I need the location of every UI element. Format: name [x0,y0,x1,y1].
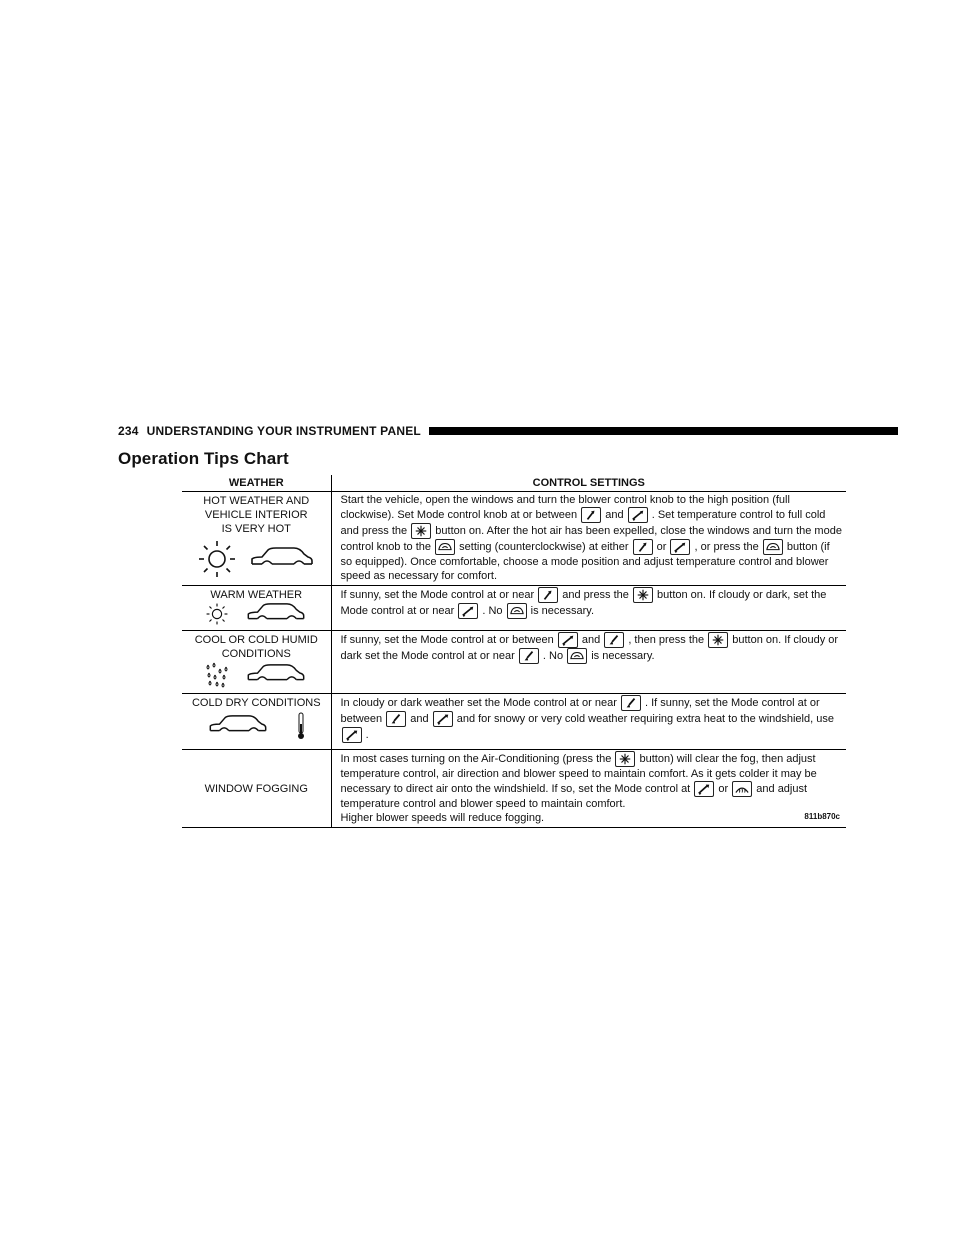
control-cell [331,694,846,750]
panel-mode-icon [538,587,558,603]
control-text: , or press the [694,540,759,553]
control-text: If sunny, set the Mode control at or between [340,633,554,646]
control-text: button on. If cloudy or dark set the Mode control at or near [340,633,839,662]
weather-label-line: VEHICLE INTERIOR [204,509,308,521]
recirculation-icon [507,603,527,619]
defrost-icon [732,781,752,797]
control-text: and [410,712,429,725]
control-cell [331,631,846,694]
table-row [182,694,846,750]
weather-cell [182,694,331,750]
control-text: and [581,633,601,646]
control-cell [331,492,846,586]
mix-mode-icon [342,727,362,743]
floor-mode-icon [604,632,624,648]
weather-label-line: CONDITIONS [221,648,291,660]
weather-label-line: COOL OR COLD HUMID [194,634,318,646]
control-text: button on. If cloudy or dark, set the Mode control at or near [340,588,827,617]
control-text: button on. After the hot air has been expelled, close the windows and turn the mode control knob to the [340,524,842,553]
bi-level-mode-icon [628,507,648,523]
mix-mode-icon [694,781,714,797]
car-icon [244,663,308,691]
control-text: and adjust temperature control and blower speed to maintain comfort. [340,782,808,810]
weather-label-line: COLD DRY CONDITIONS [191,697,321,709]
operation-tips-table [182,475,846,828]
control-cell [331,586,846,631]
sun-icon [204,603,230,629]
recirculation-icon [567,648,587,664]
floor-mode-icon [519,648,539,664]
bi-level-mode-icon [670,539,690,555]
control-text: and [605,508,624,521]
control-text: is necessary. [530,604,595,617]
control-text: or [718,782,729,795]
weather-label-line: WINDOW FOGGING [204,782,308,795]
control-text: . No [482,604,503,617]
car-icon [250,546,314,576]
section-title: UNDERSTANDING YOUR INSTRUMENT PANEL [146,424,421,438]
sun-icon [198,540,236,582]
control-text: Start the vehicle, open the windows and turn the blower control knob to the high position (full clockwise). Set Mode control knob at or between [340,494,790,521]
control-text: and press the [562,588,629,601]
car-icon [244,602,308,630]
table-row [182,631,846,694]
page-number: 234 [118,424,139,438]
table-header-row [182,475,846,492]
control-text: . [365,728,369,741]
control-text: , then press the [628,633,705,646]
weather-label-line: IS VERY HOT [221,523,291,535]
control-text: . If sunny, set the Mode control at or between [340,696,820,725]
control-text: and for snowy or very cold weather requiring extra heat to the windshield, use [456,712,834,725]
ac-snowflake-icon [615,751,635,767]
control-text: or [656,540,667,553]
ac-snowflake-icon [411,523,431,539]
control-text: button (if so equipped). Once comfortable, choose a mode position and adjust temperature control and blower speed as necessary for comfort. [340,540,830,582]
floor-mode-icon [621,695,641,711]
page-header [118,423,898,439]
table-row [182,750,846,828]
bi-level-mode-icon [458,603,478,619]
recirculation-icon [435,539,455,555]
control-text: . Set temperature control to full cold and press the [340,508,826,537]
mix-mode-icon [433,711,453,727]
weather-label-line: WARM WEATHER [210,589,303,601]
figure-code: 811b870c [804,812,840,821]
thermometer-icon [296,712,306,744]
control-text: Higher blower speeds will reduce fogging. [340,812,545,824]
weather-cell [182,750,331,828]
weather-cell [182,492,331,586]
table-row [182,586,846,631]
panel-mode-icon [581,507,601,523]
recirculation-icon [763,539,783,555]
floor-mode-icon [386,711,406,727]
control-text: If sunny, set the Mode control at or near [340,588,535,601]
control-text: button) will clear the fog, then adjust temperature control, air direction and blower speed to maintain comfort. As it gets colder it may be necessary to direct air onto the windshield. If so, set the Mode control at [340,752,817,795]
control-text: setting (counterclockwise) at either [459,540,629,553]
weather-label-line: HOT WEATHER AND [203,495,310,507]
weather-column-header: WEATHER [182,475,331,492]
ac-snowflake-icon [708,632,728,648]
control-text: is necessary. [591,649,655,662]
panel-mode-icon [633,539,653,555]
ac-snowflake-icon [633,587,653,603]
control-text: . No [542,649,564,662]
weather-cell [182,586,331,631]
control-column-header: CONTROL SETTINGS [331,475,846,492]
weather-cell [182,631,331,694]
header-rule [429,427,898,435]
control-text: In cloudy or dark weather set the Mode control at or near [340,696,617,709]
chart-title: Operation Tips Chart [118,449,289,468]
bi-level-mode-icon [558,632,578,648]
table-row [182,492,846,586]
car-icon [206,714,270,742]
control-cell [331,750,846,828]
raindrops-icon [204,661,230,693]
control-text: In most cases turning on the Air-Conditioning (press the [340,752,612,765]
